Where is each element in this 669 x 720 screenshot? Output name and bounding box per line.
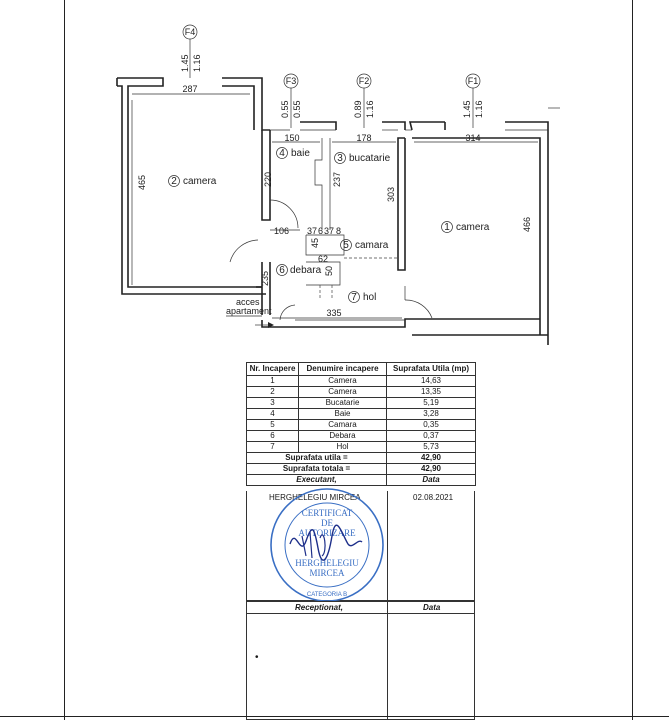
dimension-lines xyxy=(132,84,538,318)
table-cell: Baie xyxy=(299,409,387,420)
dim-178: 178 xyxy=(356,133,372,143)
axis-dim: 1.16 xyxy=(192,54,202,72)
room-number: 2 xyxy=(171,176,177,187)
axis-dim: 0.55 xyxy=(280,100,290,118)
room-name: hol xyxy=(363,292,377,303)
entrance-label: acces xyxy=(236,297,260,307)
authorization-stamp xyxy=(262,486,392,604)
stamp-text: CATEGORIA B xyxy=(306,592,348,598)
table-cell: 5,73 xyxy=(387,442,476,453)
axis-dim: 0.89 xyxy=(353,100,363,118)
table-cell: 2 xyxy=(247,387,299,398)
walls xyxy=(117,78,560,345)
dim-287: 287 xyxy=(182,84,198,94)
dim-465: 465 xyxy=(137,174,147,190)
table-row xyxy=(247,409,476,420)
axis-dim: 1.45 xyxy=(180,54,190,72)
room-name: camera xyxy=(456,222,490,233)
table-cell: Camara xyxy=(299,420,387,431)
total-area-label: Suprafata totala = xyxy=(247,464,387,475)
executant-name: HERGHELEGIU MIRCEA xyxy=(269,493,361,502)
room-name: baie xyxy=(291,148,310,159)
table-cell: 0,37 xyxy=(387,431,476,442)
axis-marker-f1 xyxy=(462,74,484,128)
useful-area-value: 42,90 xyxy=(387,453,476,464)
room-label-2 xyxy=(169,176,217,188)
table-header: Denumire incapere xyxy=(299,363,387,376)
table-cell: 5,19 xyxy=(387,398,476,409)
axis-marker-f2 xyxy=(353,74,375,128)
axis-dim: 1.45 xyxy=(462,100,472,118)
room-label-7 xyxy=(349,292,377,304)
stamp-text: MIRCEA xyxy=(309,568,345,578)
table-cell: 1 xyxy=(247,376,299,387)
entrance-label: apartament xyxy=(226,306,272,316)
stamp-text: DE xyxy=(321,518,333,528)
dim-37a: 37 xyxy=(307,226,318,236)
table-cell: Bucatarie xyxy=(299,398,387,409)
dim-303: 303 xyxy=(386,186,396,202)
dim-50: 50 xyxy=(324,265,334,276)
axis-label: F4 xyxy=(184,27,196,37)
total-area-value: 42,90 xyxy=(387,464,476,475)
receptionat-label: Receptionat, xyxy=(295,603,344,612)
dim-106: 106 xyxy=(274,226,290,236)
table-cell: 3,28 xyxy=(387,409,476,420)
dim-62: 62 xyxy=(318,254,329,264)
dim-8: 8 xyxy=(336,226,342,236)
dim-37b: 37 xyxy=(324,226,335,236)
room-number: 6 xyxy=(279,265,285,276)
useful-area-row xyxy=(247,453,476,464)
executant-header-row xyxy=(247,475,476,486)
dim-45: 45 xyxy=(310,237,320,248)
table-row xyxy=(247,387,476,398)
axis-label: F1 xyxy=(467,76,479,86)
dim-6: 6 xyxy=(318,226,324,236)
room-label-6 xyxy=(277,265,322,277)
stamp-text: CERTIFICAT xyxy=(301,508,353,518)
table-header: Nr. Incapere xyxy=(247,363,299,376)
stamp-text: AUTORIZARE xyxy=(298,528,356,538)
room-number: 4 xyxy=(279,148,285,159)
table-row xyxy=(247,442,476,453)
axis-dim: 0.55 xyxy=(292,100,302,118)
dim-335: 335 xyxy=(326,308,342,318)
entrance-marker xyxy=(226,297,274,328)
executant-label: Executant, xyxy=(247,475,387,486)
table-header: Suprafata Utila (mp) xyxy=(387,363,476,376)
dim-314: 314 xyxy=(465,133,481,143)
dim-466: 466 xyxy=(522,216,532,232)
room-name: camara xyxy=(355,240,389,251)
room-area-table xyxy=(246,362,476,486)
room-number: 7 xyxy=(351,292,357,303)
data-label: Data xyxy=(387,475,476,486)
receptionat-data-label: Data xyxy=(423,603,441,612)
room-number: 1 xyxy=(444,222,450,233)
table-cell: Debara xyxy=(299,431,387,442)
table-cell: Camera xyxy=(299,376,387,387)
room-label-1 xyxy=(442,222,490,234)
table-cell: 7 xyxy=(247,442,299,453)
table-row xyxy=(247,398,476,409)
table-row xyxy=(247,420,476,431)
dim-220: 220 xyxy=(263,171,273,187)
stamp-text: HERGHELEGIU xyxy=(295,558,359,568)
table-cell: 4 xyxy=(247,409,299,420)
room-label-5 xyxy=(341,240,389,252)
table-cell: 13,35 xyxy=(387,387,476,398)
room-number: 3 xyxy=(337,153,343,164)
dim-237: 237 xyxy=(332,171,342,187)
axis-dim: 1.16 xyxy=(365,100,375,118)
table-cell: 14,63 xyxy=(387,376,476,387)
reception-area: Receptionat, Data • xyxy=(246,601,475,720)
room-number: 5 xyxy=(343,240,349,251)
table-row xyxy=(247,431,476,442)
table-row xyxy=(247,376,476,387)
table-cell: 5 xyxy=(247,420,299,431)
axis-marker-f4 xyxy=(180,25,202,78)
room-name: debara xyxy=(290,265,322,276)
axis-label: F2 xyxy=(358,76,370,86)
room-name: bucatarie xyxy=(349,153,391,164)
dim-150: 150 xyxy=(284,133,300,143)
table-cell: 6 xyxy=(247,431,299,442)
table-cell: 3 xyxy=(247,398,299,409)
total-area-row xyxy=(247,464,476,475)
axis-label: F3 xyxy=(285,76,297,86)
axis-dim: 1.16 xyxy=(474,100,484,118)
room-name: camera xyxy=(183,176,217,187)
executant-date: 02.08.2021 xyxy=(413,493,454,502)
table-cell: 0,35 xyxy=(387,420,476,431)
axis-marker-f3 xyxy=(280,74,302,128)
table-header-row xyxy=(247,363,476,376)
room-label-4 xyxy=(277,148,311,160)
dim-235: 235 xyxy=(260,270,270,286)
table-cell: Camera xyxy=(299,387,387,398)
room-label-3 xyxy=(335,153,391,165)
useful-area-label: Suprafata utila = xyxy=(247,453,387,464)
table-cell: Hol xyxy=(299,442,387,453)
